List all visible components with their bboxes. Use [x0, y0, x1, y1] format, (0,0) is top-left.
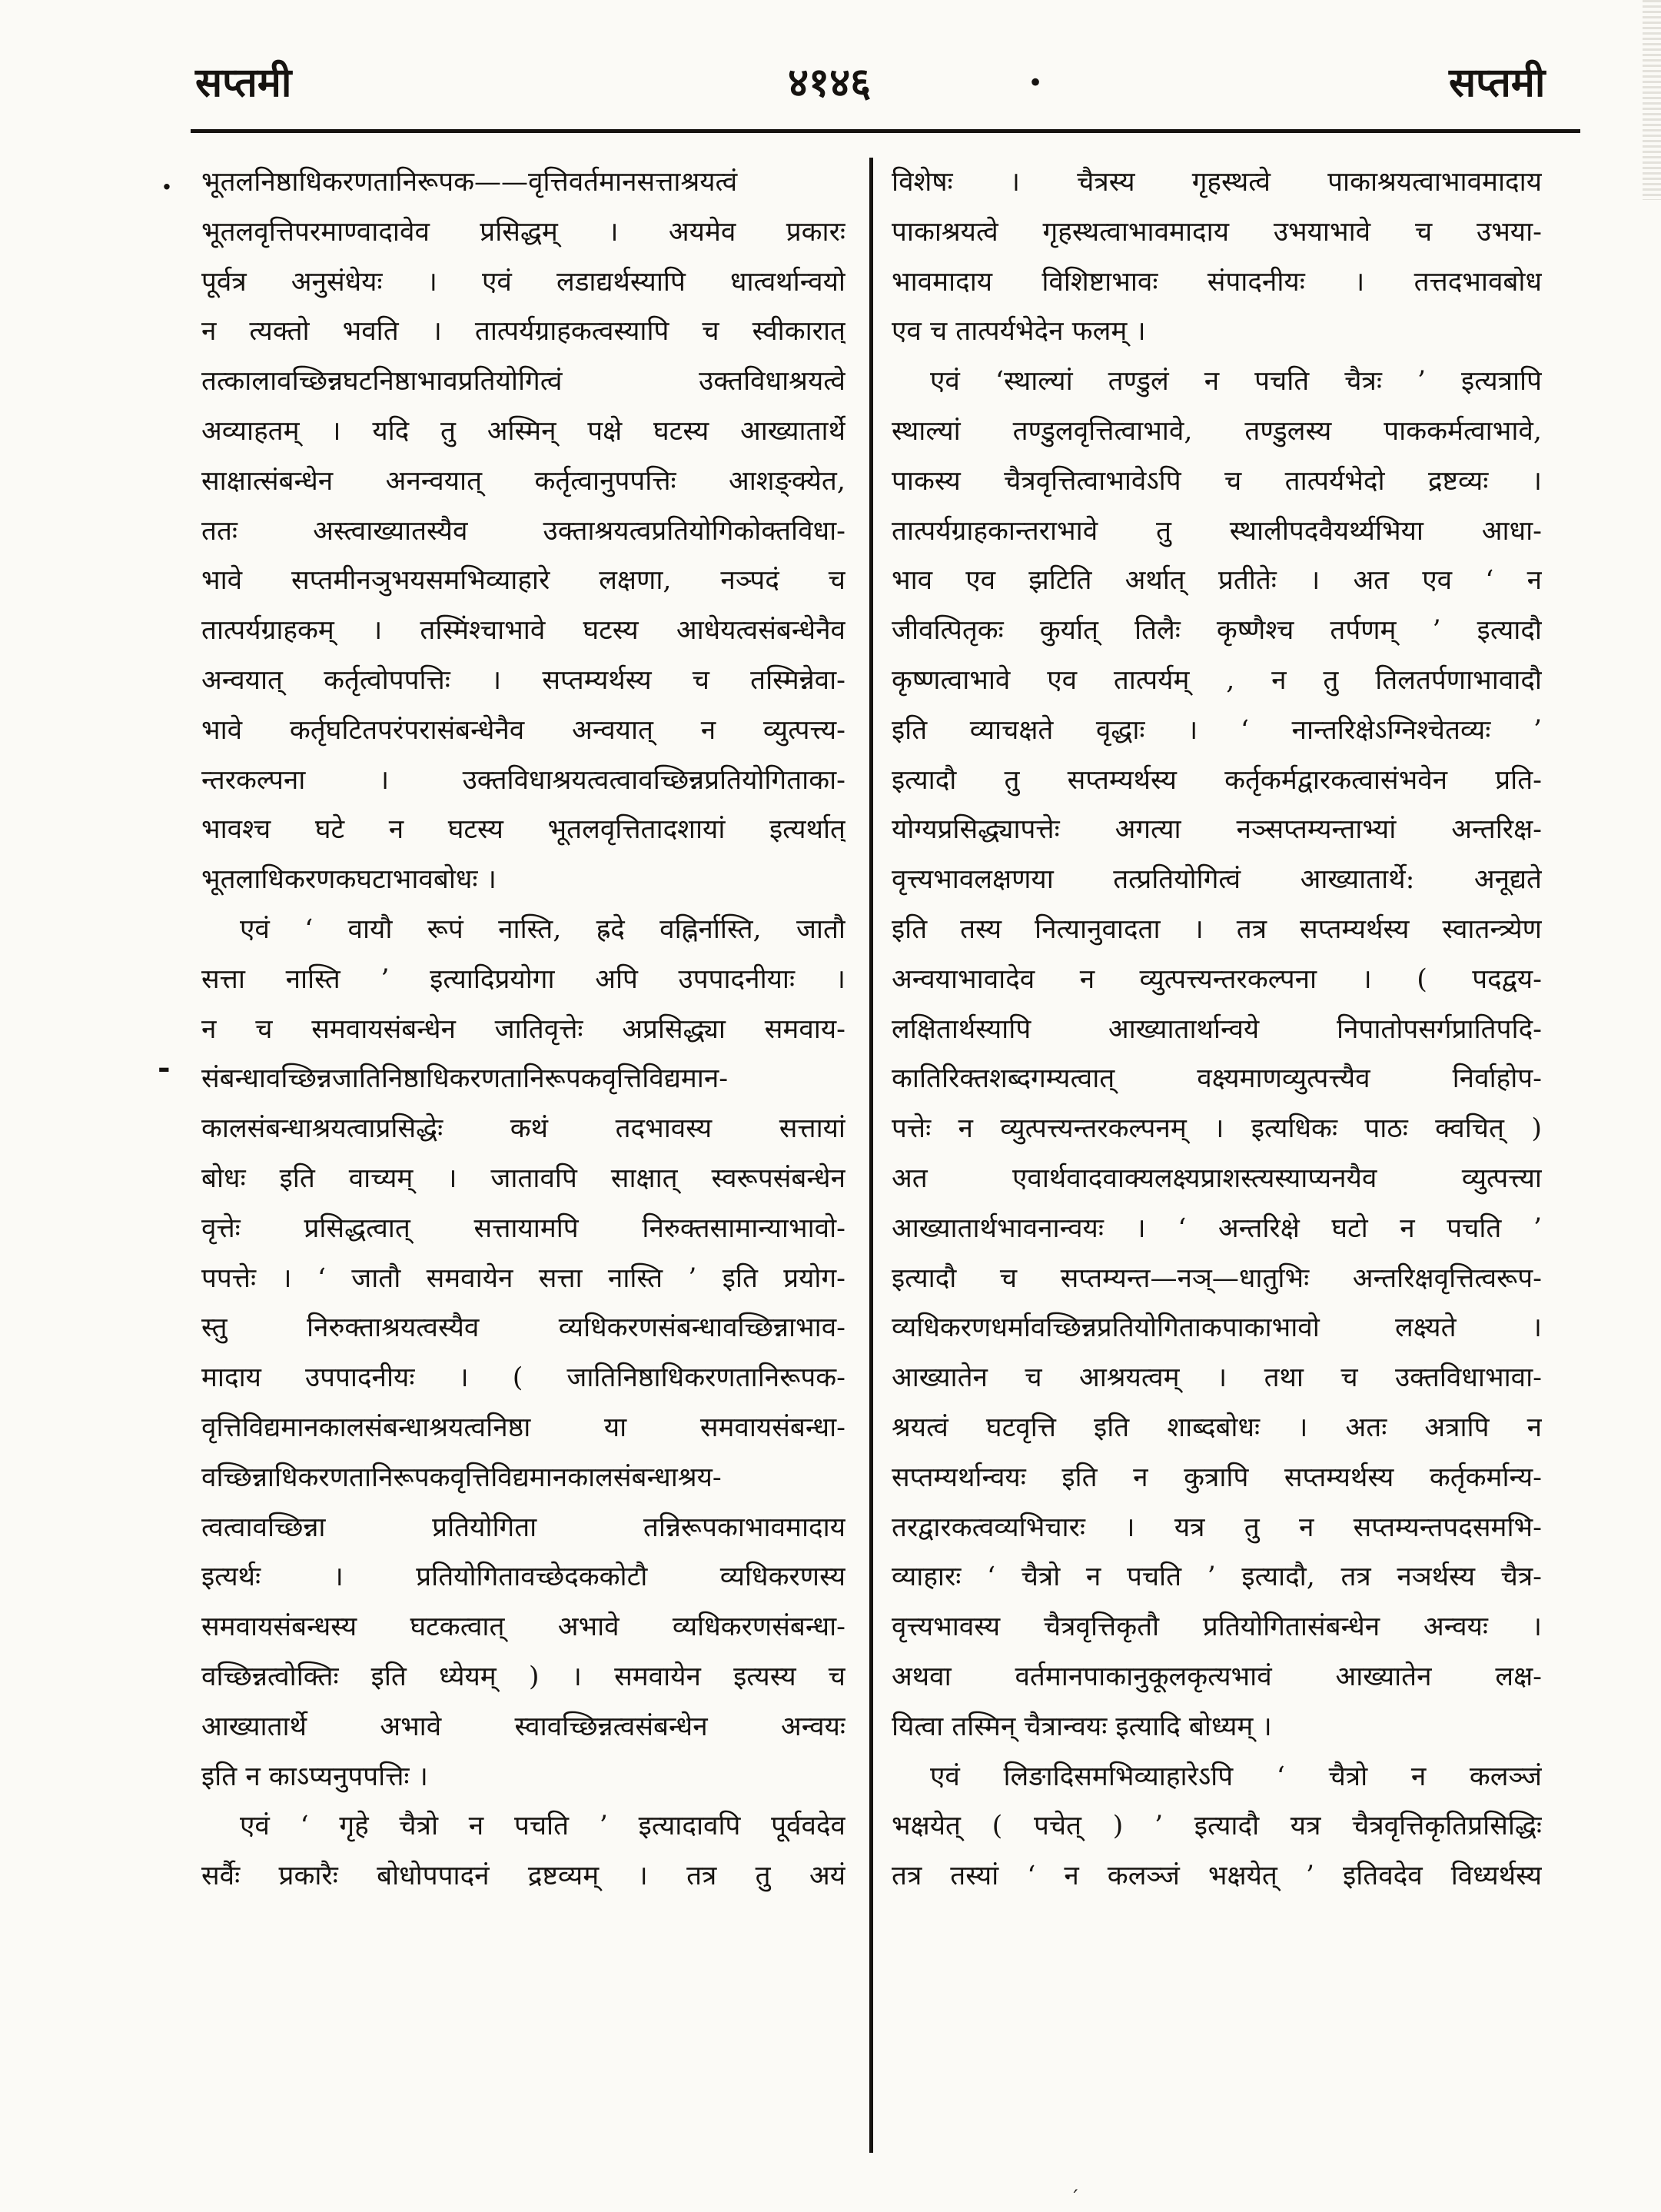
text-line: आख्यातेन च आश्रयत्वम् । तथा च उक्तविधाभावा- [892, 1362, 1542, 1394]
left-column [201, 158, 845, 2153]
page-number: ४१४६ [788, 59, 872, 106]
text-line: अन्वयात् कर्तृत्वोपपत्तिः । सप्तम्यर्थस्य च तस्मिन्नेवा- [201, 664, 845, 696]
text-line: संबन्धावच्छिन्नजातिनिष्ठाधिकरणतानिरूपकवृत्तिविद्यमान- [201, 1063, 729, 1095]
text-line: तत्कालावच्छिन्नघटनिष्ठाभावप्रतियोगित्वं उक्तविधाश्रयत्वे [201, 366, 845, 397]
text-line: भावमादाय विशिष्टाभावः संपादनीयः । तत्तदभावबोध [892, 266, 1542, 298]
text-line: स्तु निरुक्ताश्रयत्वस्यैव व्यधिकरणसंबन्धावच्छिन्नाभाव- [201, 1312, 845, 1344]
text-line: भावे कर्तृघटितपरंपरासंबन्धेनैव अन्वयात् न व्युत्पत्त्य- [201, 714, 845, 746]
text-line: इत्यादौ च सप्तम्यन्त—नञ्—धातुभिः अन्तरिक्षवृत्तित्वरूप- [892, 1262, 1542, 1294]
text-line: भक्षयेत् ( पचेत् ) ’ इत्यादौ यत्र चैत्रवृत्तिकृतिप्रसिद्धिः [892, 1811, 1542, 1842]
text-line: पपत्तेः । ‘ जातौ समवायेन सत्ता नास्ति ’ इति प्रयोग- [201, 1262, 845, 1294]
text-line: इति व्याचक्षते वृद्धाः । ‘ नान्तरिक्षेऽग्निश्चेतव्यः ’ [892, 714, 1542, 746]
text-line: भूतलवृत्तिपरमाण्वादावेव प्रसिद्धम् । अयमेव प्रकारः [201, 216, 845, 248]
text-line: इति न काऽप्यनुपपत्तिः । [201, 1761, 428, 1792]
text-line: एवं ‘ गृहे चैत्रो न पचति ’ इत्यादावपि पूर्ववदेव [240, 1811, 845, 1842]
text-line: इत्यर्थः । प्रतियोगितावच्छेदककोटौ व्यधिकरणस्य [201, 1562, 845, 1593]
text-line: भूतलाधिकरणकघटाभावबोधः । [201, 864, 497, 896]
text-line: स्थाल्यां तण्डुलवृत्तित्वाभावे, तण्डुलस्य पाककर्मत्वाभावे, [892, 415, 1542, 447]
text-line: आख्यातार्थभावनान्वयः । ‘ अन्तरिक्षे घटो न पचति ’ [892, 1212, 1542, 1244]
text-line: सप्तम्यर्थान्वयः इति न कुत्रापि सप्तम्यर्थस्य कर्तृकर्मान्य- [892, 1462, 1542, 1493]
text-line: इति तस्य नित्यानुवादता । तत्र सप्तम्यर्थस्य स्वातन्त्र्येण [892, 913, 1542, 945]
text-line: तात्पर्यग्राहकान्तराभावे तु स्थालीपदवैयर्थ्यभिया आधा- [892, 515, 1542, 547]
text-line: पाकाश्रयत्वे गृहस्थत्वाभावमादाय उभयाभावे च उभया- [892, 216, 1542, 248]
text-line: वृत्तेः प्रसिद्धत्वात् सत्तायामपि निरुक्तसामान्याभावो- [201, 1212, 845, 1244]
right-column [892, 158, 1542, 2153]
text-line: बोधः इति वाच्यम् । जातावपि साक्षात् स्वरूपसंबन्धेन [201, 1163, 845, 1194]
text-line: श्रयत्वं घटवृत्ति इति शाब्दबोधः । अतः अत्रापि न [892, 1412, 1542, 1443]
margin-mark: - [158, 1049, 171, 1086]
text-line: त्वत्वावच्छिन्ना प्रतियोगिता तन्निरूपकाभावमादाय [201, 1512, 845, 1543]
page-edge-noise [1643, 0, 1661, 200]
text-line: समवायसंबन्धस्य घटकत्वात् अभावे व्यधिकरणसंबन्धा- [201, 1612, 845, 1643]
text-line: व्यधिकरणधर्मावच्छिन्नप्रतियोगिताकपाकाभावो लक्ष्यते । [892, 1312, 1542, 1344]
text-line: विशेषः । चैत्रस्य गृहस्थत्वे पाकाश्रयत्वाभावमादाय [892, 167, 1542, 198]
text-line: ततः अस्त्वाख्यातस्यैव उक्ताश्रयत्वप्रतियोगिकोक्तविधा- [201, 515, 845, 547]
text-line: पूर्वत्र अनुसंधेयः । एवं लडाद्यर्थस्यापि धात्वर्थान्वयो [201, 266, 845, 298]
text-line: भावश्च घटे न घटस्य भूतलवृत्तितादशायां इत्यर्थात् [201, 814, 845, 846]
text-line: अत एवार्थवादवाक्यलक्ष्यप्राशस्त्यस्याप्यनयैव व्युत्पत्त्या [892, 1163, 1542, 1194]
header-rule [191, 129, 1580, 133]
text-line: सत्ता नास्ति ’ इत्यादिप्रयोगा अपि उपपादनीयाः । [201, 963, 845, 995]
header-dot: · [1028, 59, 1043, 106]
text-line: कृष्णत्वाभावे एव तात्पर्यम् , न तु तिलतर्पणाभावादौ [892, 664, 1542, 696]
text-line: साक्षात्संबन्धेन अनन्वयात् कर्तृत्वानुपपत्तिः आशङ्क्येत, [201, 465, 845, 497]
text-line: एवं लिङादिसमभिव्याहारेऽपि ‘ चैत्रो न कलञ्जं [930, 1761, 1542, 1792]
text-line: तात्पर्यग्राहकम् । तस्मिंश्चाभावे घटस्य आधेयत्वसंबन्धेनैव [201, 615, 845, 647]
text-line: अव्याहतम् । यदि तु अस्मिन् पक्षे घटस्य आख्यातार्थे [201, 415, 845, 447]
text-line: भाव एव झटिति अर्थात् प्रतीतेः । अत एव ‘ न [892, 565, 1542, 597]
margin-mark: · [161, 169, 172, 205]
text-line: वृत्त्यभावलक्षणया तत्प्रतियोगित्वं आख्यातार्थे: अनूद्यते [892, 864, 1542, 896]
text-line: न त्यक्तो भवति । तात्पर्यग्राहकत्वस्यापि च स्वीकारात् [201, 316, 845, 348]
text-line: अथवा वर्तमानपाकानुकूलकृत्यभावं आख्यातेन लक्ष- [892, 1661, 1542, 1692]
text-line: कातिरिक्तशब्दगम्यत्वात् वक्ष्यमाणव्युत्पत्त्यैव निर्वाहोप- [892, 1063, 1542, 1095]
text-line: पत्तेः न व्युत्पत्त्यन्तरकल्पनम् । इत्यधिकः पाठः क्वचित् ) [892, 1113, 1542, 1145]
running-head-left: सप्तमी [195, 59, 292, 106]
text-line: भूतलनिष्ठाधिकरणतानिरूपक——वृत्तिवर्तमानसत्ताश्रयत्वं [201, 167, 738, 198]
text-line: अन्वयाभावादेव न व्युत्पत्त्यन्तरकल्पना । ( पदद्वय- [892, 963, 1542, 995]
text-line: पाकस्य चैत्रवृत्तित्वाभावेऽपि च तात्पर्यभेदो द्रष्टव्यः । [892, 465, 1542, 497]
text-line: लक्षितार्थस्यापि आख्यातार्थान्वये निपातोपसर्गप्रातिपदि- [892, 1013, 1542, 1045]
text-line: सर्वैः प्रकारैः बोधोपपादनं द्रष्टव्यम् । तत्र तु अयं [201, 1861, 845, 1892]
text-line: एव च तात्पर्यभेदेन फलम् । [892, 316, 1146, 348]
text-line: न च समवायसंबन्धेन जातिवृत्तेः अप्रसिद्ध्या समवाय- [201, 1013, 845, 1045]
text-line: वृत्तिविद्यमानकालसंबन्धाश्रयत्वनिष्ठा या समवायसंबन्धा- [201, 1412, 845, 1443]
text-line: तरद्वारकत्वव्यभिचारः । यत्र तु न सप्तम्यन्तपदसमभि- [892, 1512, 1542, 1543]
text-line: यित्वा तस्मिन् चैत्रान्वयः इत्यादि बोध्यम् । [892, 1711, 1272, 1742]
text-line: आख्यातार्थे अभावे स्वावच्छिन्नत्वसंबन्धेन अन्वयः [201, 1711, 845, 1742]
text-line: व्याहारः ‘ चैत्रो न पचति ’ इत्यादौ, तत्र नञर्थस्य चैत्र- [892, 1562, 1542, 1593]
text-line: योग्यप्रसिद्ध्यापत्तेः अगत्या नञ्सप्तम्यन्ताभ्यां अन्तरिक्ष- [892, 814, 1542, 846]
text-line: तत्र तस्यां ‘ न कलञ्जं भक्षयेत् ’ इतिवदेव विध्यर्थस्य [892, 1861, 1542, 1892]
running-head-right: सप्तमी [1449, 59, 1546, 106]
text-line: मादाय उपपादनीयः । ( जातिनिष्ठाधिकरणतानिरूपक- [201, 1362, 845, 1394]
text-line: कालसंबन्धाश्रयत्वाप्रसिद्धेः कथं तदभावस्य सत्तायां [201, 1113, 845, 1145]
text-line: इत्यादौ तु सप्तम्यर्थस्य कर्तृकर्मद्वारकत्वासंभवेन प्रति- [892, 764, 1542, 796]
text-line: जीवत्पितृकः कुर्यात् तिलैः कृष्णैश्च तर्पणम् ’ इत्यादौ [892, 615, 1542, 647]
footer-speck: ´ [1070, 2187, 1079, 2209]
text-line: एवं ‘ वायौ रूपं नास्ति, ह्रदे वह्निर्नास्ति, जातौ [240, 913, 845, 945]
text-line: वच्छिन्नाधिकरणतानिरूपकवृत्तिविद्यमानकालसंबन्धाश्रय- [201, 1462, 722, 1493]
text-line: वच्छिन्नत्वोक्तिः इति ध्येयम् ) । समवायेन इत्यस्य च [201, 1661, 845, 1692]
text-line: न्तरकल्पना । उक्तविधाश्रयत्वत्वावच्छिन्नप्रतियोगिताका- [201, 764, 845, 796]
text-line: वृत्त्यभावस्य चैत्रवृत्तिकृतौ प्रतियोगितासंबन्धेन अन्वयः । [892, 1612, 1542, 1643]
column-divider [869, 158, 873, 2153]
text-line: एवं ‘स्थाल्यां तण्डुलं न पचति चैत्रः ’ इत्यत्रापि [930, 366, 1542, 397]
text-line: भावे सप्तमीनञुभयसमभिव्याहारे लक्षणा, नञ्पदं च [201, 565, 845, 597]
